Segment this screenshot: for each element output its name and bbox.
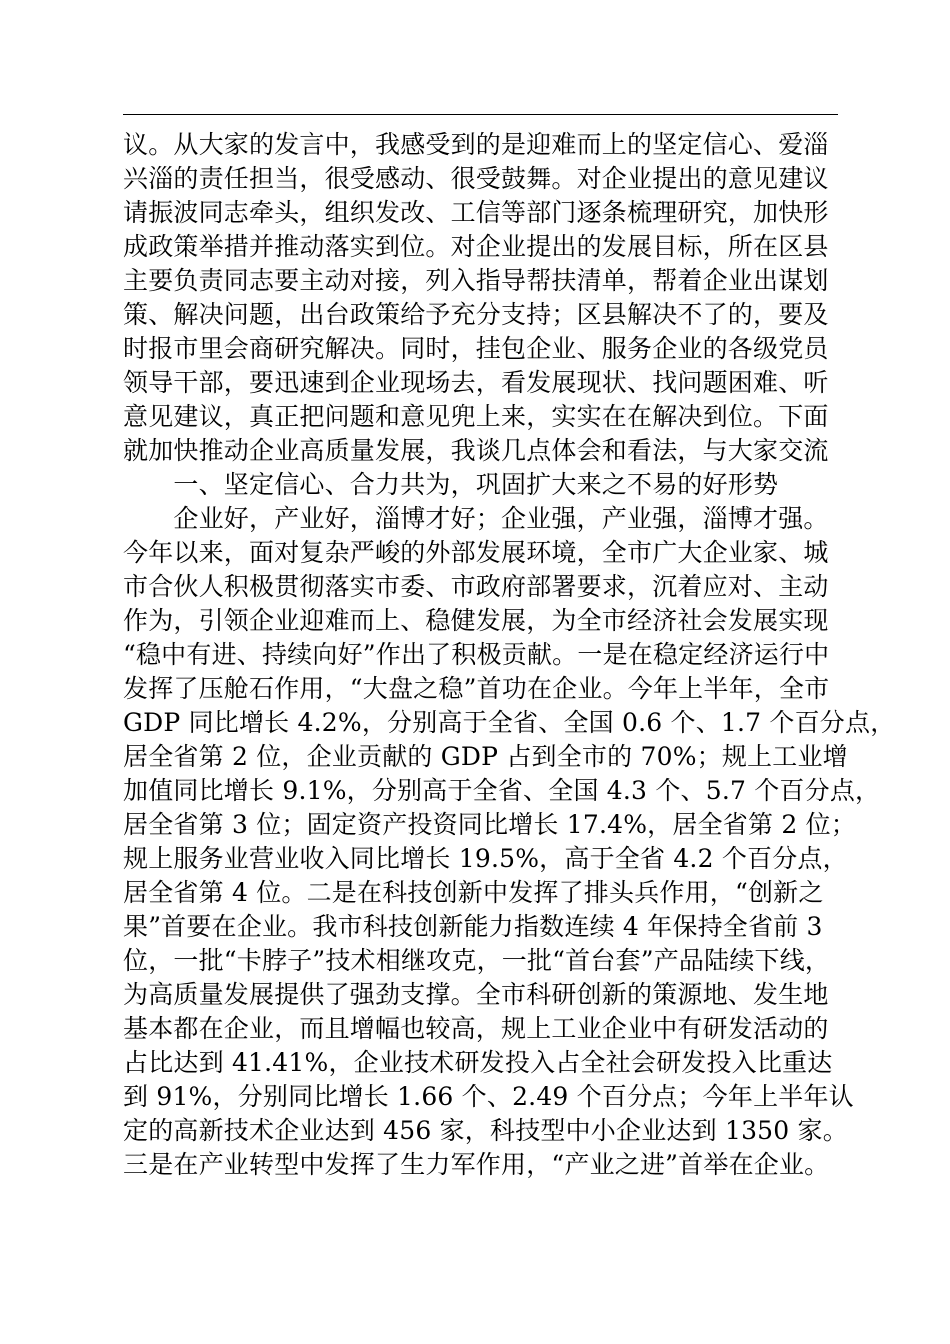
header-rule	[123, 114, 838, 115]
text-line: 意见建议，真正把问题和意见兜上来，实实在在解决到位。下面	[123, 402, 829, 431]
text-line: 成政策举措并推动落实到位。对企业提出的发展目标，所在区县	[123, 232, 829, 261]
text-line: 领导干部，要迅速到企业现场去，看发展现状、找问题困难、听	[123, 368, 829, 397]
text-line: 今年以来，面对复杂严峻的外部发展环境，全市广大企业家、城	[123, 538, 829, 567]
text-line: 占比达到 41.41%，企业技术研发投入占全社会研发投入比重达	[123, 1048, 833, 1077]
text-line: 主要负责同志要主动对接，列入指导帮扶清单，帮着企业出谋划	[123, 266, 829, 295]
text-line: 到 91%，分别同比增长 1.66 个、2.49 个百分点；今年上半年认	[123, 1082, 854, 1111]
text-line: GDP 同比增长 4.2%，分别高于全省、全国 0.6 个、1.7 个百分点，	[123, 708, 896, 737]
text-line: 议。从大家的发言中，我感受到的是迎难而上的坚定信心、爱淄	[123, 130, 829, 159]
text-line: 三是在产业转型中发挥了生力军作用，“产业之进”首举在企业。	[123, 1150, 830, 1179]
text-line: 位，一批“卡脖子”技术相继攻克，一批“首台套”产品陆续下线，	[123, 946, 831, 975]
text-line: 加值同比增长 9.1%，分别高于全省、全国 4.3 个、5.7 个百分点，	[123, 776, 881, 805]
text-line: 果”首要在企业。我市科技创新能力指数连续 4 年保持全省前 3	[123, 912, 823, 941]
text-line: 基本都在企业，而且增幅也较高，规上工业企业中有研发活动的	[123, 1014, 829, 1043]
text-line: 时报市里会商研究解决。同时，挂包企业、服务企业的各级党员	[123, 334, 829, 363]
section-heading: 一、坚定信心、合力共为，巩固扩大来之不易的好形势	[123, 470, 779, 499]
text-line: 兴淄的责任担当，很受感动、很受鼓舞。对企业提出的意见建议	[123, 164, 829, 193]
text-line: 作为，引领企业迎难而上、稳健发展，为全市经济社会发展实现	[123, 606, 829, 635]
text-line: 策、解决问题，出台政策给予充分支持；区县解决不了的，要及	[123, 300, 829, 329]
text-line: 市合伙人积极贯彻落实市委、市政府部署要求，沉着应对、主动	[123, 572, 829, 601]
text-line: 居全省第 3 位；固定资产投资同比增长 17.4%，居全省第 2 位；	[123, 810, 856, 839]
text-line: 就加快推动企业高质量发展，我谈几点体会和看法，与大家交流	[123, 436, 829, 465]
text-line: 为高质量发展提供了强劲支撑。全市科研创新的策源地、发生地	[123, 980, 829, 1009]
text-line: 居全省第 2 位，企业贡献的 GDP 占到全市的 70%；规上工业增	[123, 742, 848, 771]
text-line: 请振波同志牵头，组织发改、工信等部门逐条梳理研究，加快形	[123, 198, 829, 227]
text-line: 企业好，产业好，淄博才好；企业强，产业强，淄博才强。	[123, 504, 829, 533]
text-line: “稳中有进、持续向好”作出了积极贡献。一是在稳定经济运行中	[123, 640, 830, 669]
text-line: 居全省第 4 位。二是在科技创新中发挥了排头兵作用，“创新之	[123, 878, 824, 907]
text-line: 定的高新技术企业达到 456 家，科技型中小企业达到 1350 家。	[123, 1116, 848, 1145]
text-line: 规上服务业营业收入同比增长 19.5%，高于全省 4.2 个百分点，	[123, 844, 848, 873]
text-line: 发挥了压舱石作用，“大盘之稳”首功在企业。今年上半年，全市	[123, 674, 830, 703]
